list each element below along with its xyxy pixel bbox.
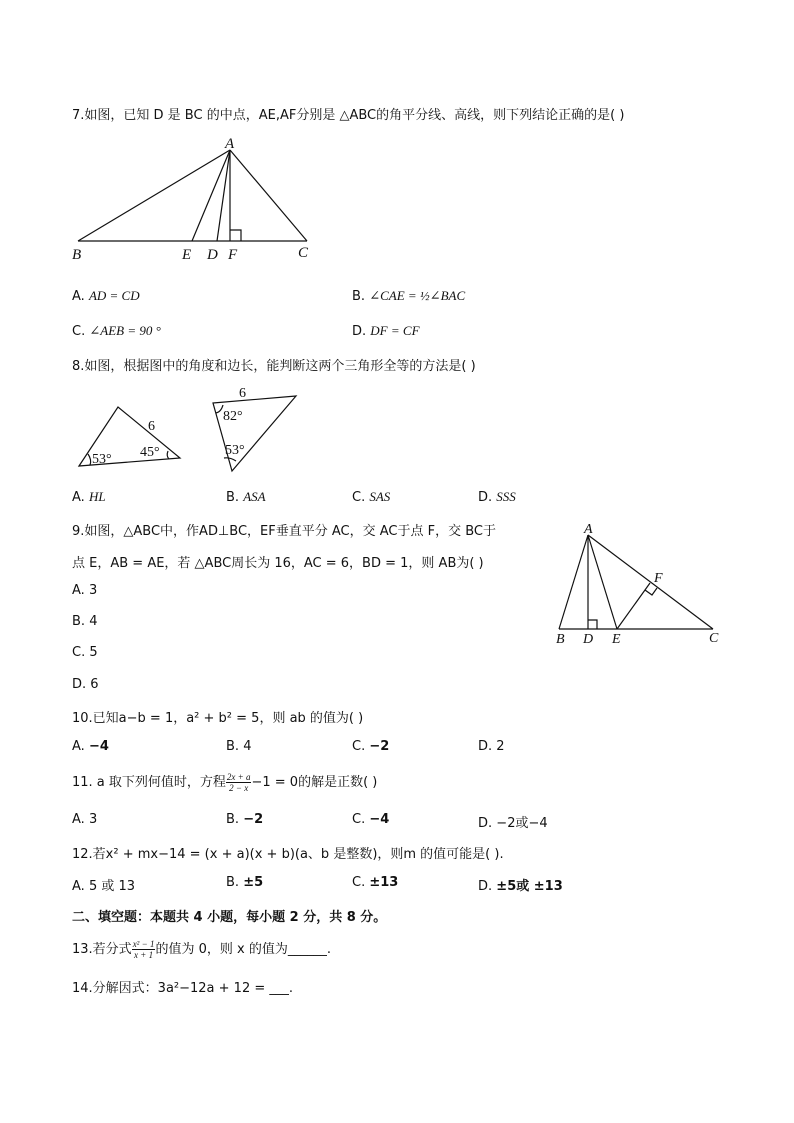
section-2-title: 二、填空题：本题共 4 小题，每小题 2 分，共 8 分。 xyxy=(72,910,387,925)
q7-label-c: C xyxy=(298,245,309,261)
q10-option-a[interactable] xyxy=(72,739,109,754)
q10-option-c[interactable] xyxy=(352,739,389,754)
q9-side-ac xyxy=(588,535,713,629)
q8-angle-arc-45 xyxy=(167,451,169,459)
q9-stem-line-1: 9.如图，△ABC中，作AD⊥BC，EF垂直平分 AC，交 AC于点 F，交 BC于 xyxy=(72,524,497,539)
q9-side-ab xyxy=(559,535,588,629)
q9-label-a: A xyxy=(584,522,593,537)
option-letter: D. xyxy=(72,677,87,692)
q11-option-c[interactable] xyxy=(352,812,389,827)
option-letter: B. xyxy=(72,614,86,629)
q13-stem-post: 的值为 0，则 x 的值为______. xyxy=(155,942,331,957)
q8-angle-arc-53 xyxy=(88,454,91,465)
option-letter: B. xyxy=(226,812,240,827)
q8-side-label-1: 6 xyxy=(148,419,155,434)
q11-stem-pre: 11. a 取下列何值时，方程 xyxy=(72,775,226,790)
q8-option-a[interactable] xyxy=(72,489,106,505)
q12-stem: 12.若x² + mx−14 = (x + a)(x + b)(a、b 是整数)，则m 的值可能是( ). xyxy=(72,847,504,862)
option-letter: C. xyxy=(352,875,366,890)
option-text: SAS xyxy=(369,489,391,504)
q8-angle-label-1b: 45° xyxy=(140,445,160,460)
q8-side-label-2: 6 xyxy=(239,386,246,401)
q9-label-f: F xyxy=(654,571,663,586)
q7-label-e: E xyxy=(182,247,192,263)
option-text: 3 xyxy=(88,812,98,827)
option-text: −4 xyxy=(369,812,390,827)
q8-angle-arc-53b xyxy=(224,458,236,461)
q8-figure-left xyxy=(76,402,196,482)
q7-side-ac xyxy=(230,150,307,241)
q9-option-d[interactable] xyxy=(72,677,99,692)
option-text: SSS xyxy=(496,489,516,504)
option-text: −4 xyxy=(88,739,109,754)
q7-stem: 7.如图，已知 D 是 BC 的中点，AE,AF分别是 △ABC的角平分线、高线，则下列结论正确的是( ) xyxy=(72,108,625,123)
q9-stem-line-2: 点 E，AB = AE，若 △ABC周长为 16，AC = 6，BD = 1，则 AB为( ) xyxy=(72,556,484,571)
option-text: ±5或 ±13 xyxy=(496,879,563,894)
q7-label-f: F xyxy=(228,247,238,263)
q8-angle-label-2a: 82° xyxy=(223,409,243,424)
q9-label-e: E xyxy=(612,632,621,647)
q10-option-d[interactable] xyxy=(478,739,505,754)
q10-option-b[interactable] xyxy=(226,739,251,754)
q11-stem-post: −1 = 0的解是正数( ) xyxy=(251,775,378,790)
q8-triangle-2 xyxy=(213,396,296,471)
option-letter: A. xyxy=(72,583,85,598)
option-text: −2或−4 xyxy=(496,816,548,831)
option-text: −2 xyxy=(243,812,264,827)
option-text: ±5 xyxy=(243,875,264,890)
q13-stem-pre: 13.若分式 xyxy=(72,942,132,957)
q8-option-c[interactable] xyxy=(352,489,390,505)
option-letter: A. xyxy=(72,812,85,827)
q13-fraction-denominator: x + 1 xyxy=(134,950,154,960)
option-text: ASA xyxy=(243,489,266,504)
option-letter: B. xyxy=(352,289,366,304)
q9-right-angle-d xyxy=(588,620,597,629)
q11-option-a[interactable] xyxy=(72,812,97,827)
q14-stem: 14.分解因式：3a²−12a + 12 = ___. xyxy=(72,981,294,996)
option-letter: A. xyxy=(72,490,85,505)
q9-label-b: B xyxy=(556,632,565,647)
option-letter: B. xyxy=(226,490,240,505)
option-text: 5 或 13 xyxy=(88,879,136,894)
q9-segment-ef xyxy=(617,583,650,629)
q9-option-b[interactable] xyxy=(72,614,97,629)
q7-option-c[interactable] xyxy=(72,323,161,339)
option-text: 4 xyxy=(89,614,98,629)
q11-option-b[interactable] xyxy=(226,812,263,827)
q9-label-d: D xyxy=(583,632,594,647)
q7-option-d[interactable] xyxy=(352,323,420,339)
q10-stem: 10.已知a−b = 1，a² + b² = 5，则 ab 的值为( ) xyxy=(72,711,364,726)
q9-option-a[interactable] xyxy=(72,583,97,598)
q8-angle-label-2b: 53° xyxy=(225,443,245,458)
q7-label-b: B xyxy=(72,247,82,263)
q8-option-b[interactable] xyxy=(226,489,266,505)
q8-angle-label-1a: 53° xyxy=(92,452,112,467)
option-letter: B. xyxy=(226,875,240,890)
option-text: −2 xyxy=(369,739,390,754)
option-text: 4 xyxy=(243,739,252,754)
q7-label-a: A xyxy=(225,136,235,152)
q9-segment-ae xyxy=(588,535,617,629)
option-text: AD = CD xyxy=(88,288,140,303)
q7-side-ab xyxy=(78,150,230,241)
option-text: 3 xyxy=(88,583,98,598)
q11-option-d[interactable] xyxy=(478,812,548,831)
option-letter: D. xyxy=(352,324,367,339)
option-letter: D. xyxy=(478,739,493,754)
option-text: ±13 xyxy=(369,875,399,890)
q11-fraction-denominator: 2 − x xyxy=(229,783,249,793)
q11-fraction xyxy=(226,772,252,793)
q8-angle-arc-82 xyxy=(216,405,223,413)
q8-figure-right xyxy=(208,382,328,477)
option-letter: C. xyxy=(72,324,86,339)
option-letter: A. xyxy=(72,289,85,304)
q13-fraction-numerator: x² − 1 xyxy=(132,939,155,949)
q12-option-d[interactable] xyxy=(478,875,563,894)
q12-option-c[interactable] xyxy=(352,875,398,890)
option-text: HL xyxy=(88,489,106,504)
q7-option-b[interactable] xyxy=(352,288,465,304)
option-letter: D. xyxy=(478,816,493,831)
q9-label-c: C xyxy=(709,631,719,646)
q7-segment-ae xyxy=(192,150,230,241)
q13-fraction xyxy=(132,939,156,960)
option-letter: A. xyxy=(72,739,85,754)
option-letter: D. xyxy=(478,879,493,894)
q7-right-angle-mark xyxy=(230,230,241,241)
option-text: DF = CF xyxy=(370,323,420,338)
option-text: 6 xyxy=(90,677,99,692)
q12-option-b[interactable] xyxy=(226,875,263,890)
option-letter: B. xyxy=(226,739,240,754)
option-letter: C. xyxy=(352,490,366,505)
option-letter: C. xyxy=(72,645,86,660)
q7-figure xyxy=(70,138,330,268)
q11-stem xyxy=(72,771,377,793)
q9-right-angle-f xyxy=(645,588,657,595)
q12-option-a[interactable] xyxy=(72,875,135,894)
option-text: ∠AEB = 90 ° xyxy=(89,323,161,338)
option-text: ∠CAE = ½∠BAC xyxy=(369,288,466,303)
option-letter: A. xyxy=(72,879,85,894)
option-letter: C. xyxy=(352,812,366,827)
q7-label-d: D xyxy=(207,247,218,263)
q8-option-d[interactable] xyxy=(478,489,516,505)
q9-figure xyxy=(552,520,732,650)
q11-fraction-numerator: 2x + a xyxy=(226,772,251,782)
option-letter: D. xyxy=(478,490,493,505)
q13-stem xyxy=(72,938,331,960)
option-letter: C. xyxy=(352,739,366,754)
q7-segment-ad xyxy=(217,150,230,241)
q7-option-a[interactable] xyxy=(72,288,140,304)
option-text: 5 xyxy=(89,645,98,660)
q8-stem: 8.如图，根据图中的角度和边长，能判断这两个三角形全等的方法是( ) xyxy=(72,359,476,374)
q9-option-c[interactable] xyxy=(72,645,98,660)
option-text: 2 xyxy=(496,739,505,754)
